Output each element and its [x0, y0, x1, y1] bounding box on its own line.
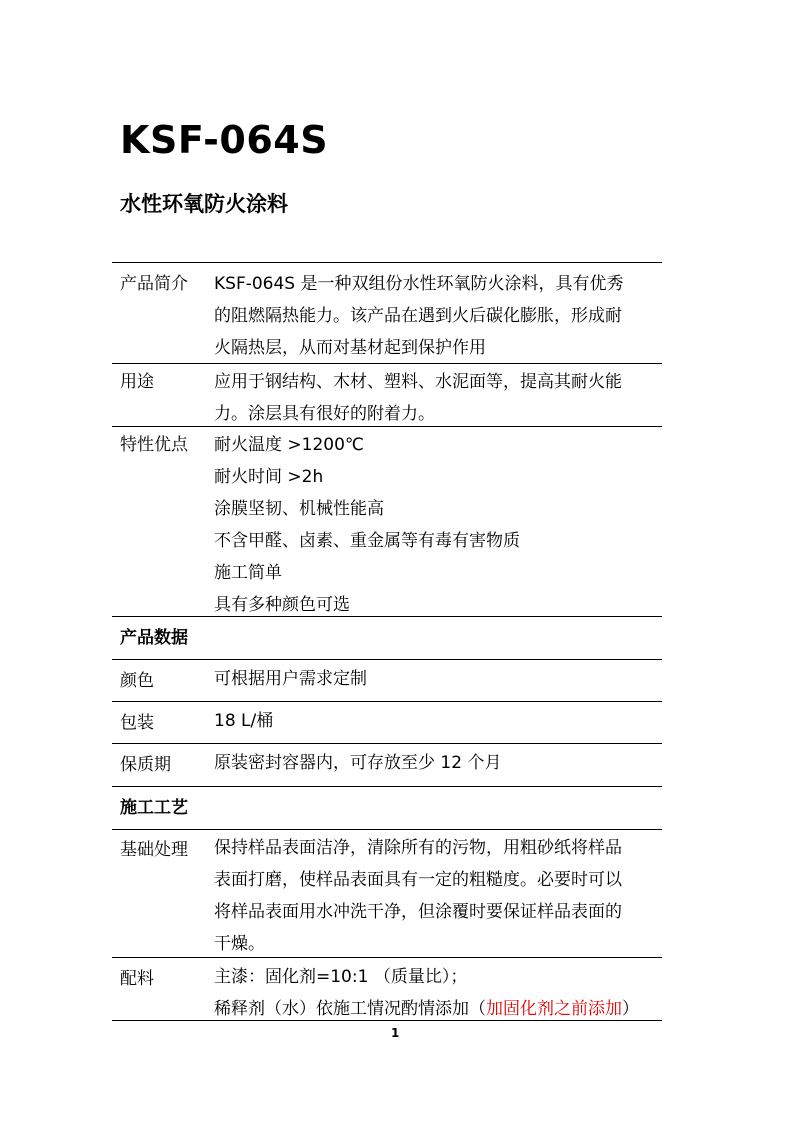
text-line: 应用于钢结构、木材、塑料、水泥面等，提高其耐火能 — [214, 372, 622, 392]
feature-item: 耐火温度 >1200℃ — [214, 435, 365, 455]
text-line: 18 L/桶 — [214, 711, 274, 731]
usage-label: 用途 — [120, 372, 154, 392]
text-line: 可根据用户需求定制 — [214, 669, 367, 689]
row-divider — [112, 659, 662, 660]
features-list — [214, 429, 660, 621]
closing-paren: ） — [622, 999, 639, 1019]
text-line: 力。涂层具有很好的附着力。 — [214, 404, 435, 424]
features-label: 特性优点 — [120, 435, 188, 455]
text-line: 表面打磨，使样品表面具有一定的粗糙度。必要时可以 — [214, 870, 622, 890]
text-line: KSF-064S 是一种双组份水性环氧防火涂料，具有优秀 — [214, 274, 624, 294]
page-number: 1 — [391, 1026, 400, 1040]
color-value — [214, 663, 660, 695]
packaging-label: 包装 — [120, 713, 154, 733]
shelf-life-label: 保质期 — [120, 755, 171, 775]
text-line: 干燥。 — [214, 934, 265, 954]
product-code-title: KSF-064S — [120, 118, 329, 162]
text-line — [214, 993, 660, 1025]
product-name-subtitle: 水性环氧防火涂料 — [120, 192, 288, 216]
text-line: 主漆：固化剂=10:1 （质量比）； — [214, 967, 468, 987]
feature-item: 涂膜坚韧、机械性能高 — [214, 499, 384, 519]
feature-item: 施工简单 — [214, 563, 282, 583]
shelf-life-value — [214, 747, 660, 779]
text-line: 原装密封容器内，可存放至少 12 个月 — [214, 753, 502, 773]
diluent-note: 稀释剂（水）依施工情况酌情添加（ — [214, 999, 486, 1019]
feature-item: 具有多种颜色可选 — [214, 595, 350, 615]
row-divider — [112, 786, 662, 787]
text-line: 的阻燃隔热能力。该产品在遇到火后碳化膨胀，形成耐 — [214, 306, 622, 326]
feature-item: 耐火时间 >2h — [214, 467, 324, 487]
text-line: 火隔热层，从而对基材起到保护作用 — [214, 338, 486, 358]
highlight-note: 加固化剂之前添加 — [486, 999, 622, 1019]
intro-text — [214, 268, 660, 364]
substrate-text — [214, 832, 660, 960]
product-data-heading: 产品数据 — [120, 628, 188, 648]
mixing-label: 配料 — [120, 969, 154, 989]
text-line: 保持样品表面洁净，清除所有的污物，用粗砂纸将样品 — [214, 838, 622, 858]
row-divider — [112, 829, 662, 830]
row-divider — [112, 701, 662, 702]
intro-label: 产品简介 — [120, 274, 188, 294]
text-line: 将样品表面用水冲洗干净，但涂覆时要保证样品表面的 — [214, 902, 622, 922]
usage-text — [214, 366, 660, 430]
row-divider — [112, 743, 662, 744]
feature-item: 不含甲醛、卤素、重金属等有毒有害物质 — [214, 531, 520, 551]
packaging-value — [214, 705, 660, 737]
construction-heading: 施工工艺 — [120, 798, 188, 818]
color-label: 颜色 — [120, 671, 154, 691]
table-top-rule — [112, 262, 662, 263]
mixing-text — [214, 961, 660, 1025]
substrate-label: 基础处理 — [120, 840, 188, 860]
